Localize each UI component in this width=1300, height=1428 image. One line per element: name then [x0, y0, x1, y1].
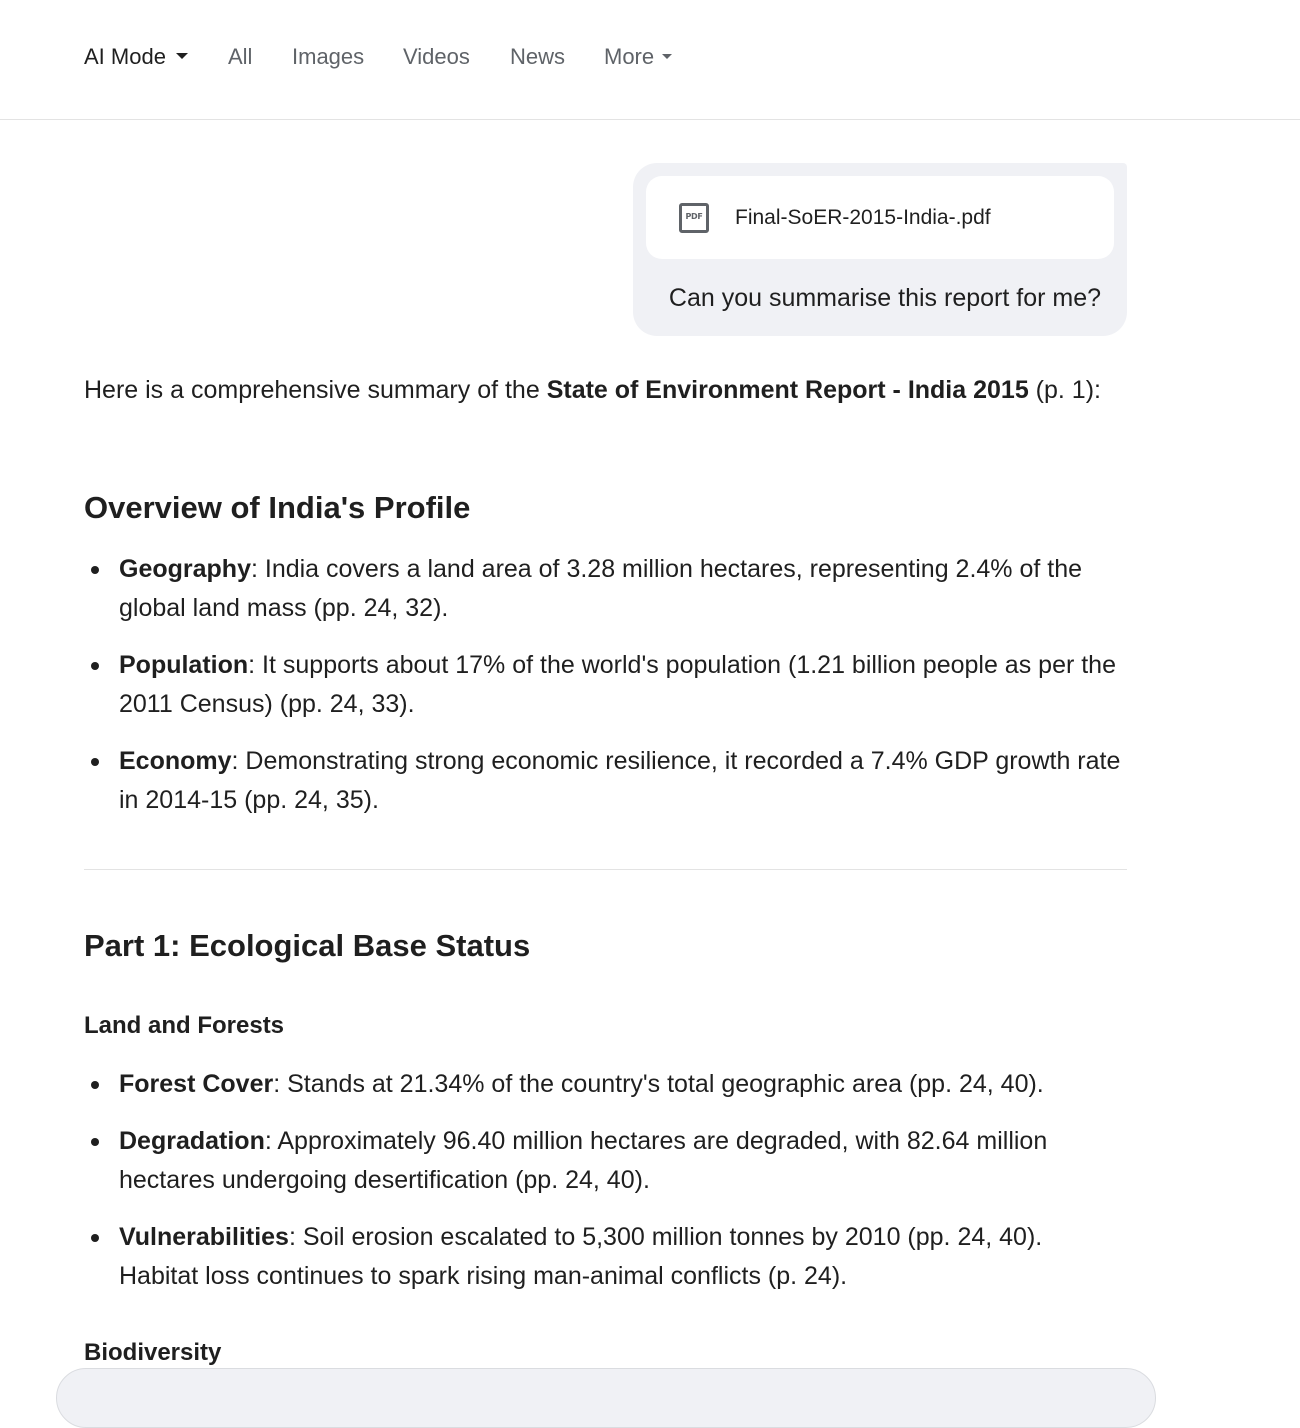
tab-more[interactable] — [604, 43, 672, 71]
intro-text-before: Here is a comprehensive summary of the — [84, 376, 547, 404]
tab-images[interactable]: Images — [292, 44, 365, 69]
tab-videos[interactable]: Videos — [403, 44, 470, 69]
overview-list — [84, 550, 1127, 820]
list-item-term: Economy — [119, 747, 232, 775]
list-item-text: : Stands at 21.34% of the country's total geographic area (pp. 24, 40). — [273, 1070, 1044, 1098]
pdf-file-icon — [679, 203, 709, 233]
list-item — [84, 1065, 1127, 1104]
list-item — [84, 1122, 1127, 1200]
tab-news[interactable]: News — [510, 44, 566, 69]
list-item — [84, 550, 1127, 628]
ask-input-bar[interactable] — [56, 1368, 1156, 1428]
tab-ai-mode[interactable] — [84, 43, 188, 71]
part1-heading: Part 1: Ecological Base Status — [84, 928, 531, 963]
list-item-term: Degradation — [119, 1127, 265, 1155]
list-item-term: Geography — [119, 555, 251, 583]
caret-down-icon — [176, 53, 188, 59]
search-mode-tabs — [0, 0, 1300, 120]
list-item-text: : Soil erosion escalated to 5,300 million tonnes by 2010 (pp. 24, 40). Habitat loss continues to spark rising man-animal conflicts (p. 24). — [119, 1223, 1043, 1290]
ai-response — [84, 371, 1127, 1366]
list-item-term: Population — [119, 651, 249, 679]
list-item-text: : Approximately 96.40 million hectares are degraded, with 82.64 million hectares undergoing desertification (pp. 24, 40). — [119, 1127, 1048, 1194]
list-item-text: : It supports about 17% of the world's population (1.21 billion people as per the 2011 Census) (pp. 24, 33). — [119, 651, 1116, 718]
attached-file-name: Final-SoER-2015-India-.pdf — [735, 206, 991, 229]
report-title: State of Environment Report - India 2015 — [546, 376, 1029, 404]
overview-heading: Overview of India's Profile — [84, 490, 471, 525]
list-item — [84, 646, 1127, 724]
intro-text-after: (p. 1): — [1028, 376, 1101, 404]
land-forests-list — [84, 1065, 1127, 1296]
list-item — [84, 742, 1127, 820]
tab-all[interactable]: All — [228, 44, 253, 69]
attached-file-chip[interactable] — [646, 176, 1114, 259]
pdf-icon-text: PDF — [685, 212, 703, 221]
user-prompt-text: Can you summarise this report for me? — [668, 284, 1101, 312]
list-item-term: Vulnerabilities — [119, 1223, 289, 1251]
tab-more-label: More — [604, 44, 655, 69]
tab-ai-mode-label: AI Mode — [84, 44, 166, 69]
list-item-term: Forest Cover — [119, 1070, 274, 1098]
land-forests-heading: Land and Forests — [84, 1012, 285, 1039]
list-item — [84, 1218, 1127, 1296]
list-item-text: : Demonstrating strong economic resilience, it recorded a 7.4% GDP growth rate in 2014-15 (pp. 24, 35). — [119, 747, 1121, 814]
response-intro — [84, 371, 1127, 410]
caret-down-icon — [662, 54, 672, 59]
biodiversity-heading: Biodiversity — [84, 1339, 222, 1366]
section-divider — [84, 869, 1127, 870]
user-message-bubble — [633, 163, 1127, 336]
list-item-text: : India covers a land area of 3.28 million hectares, representing 2.4% of the global land mass (pp. 24, 32). — [119, 555, 1083, 622]
